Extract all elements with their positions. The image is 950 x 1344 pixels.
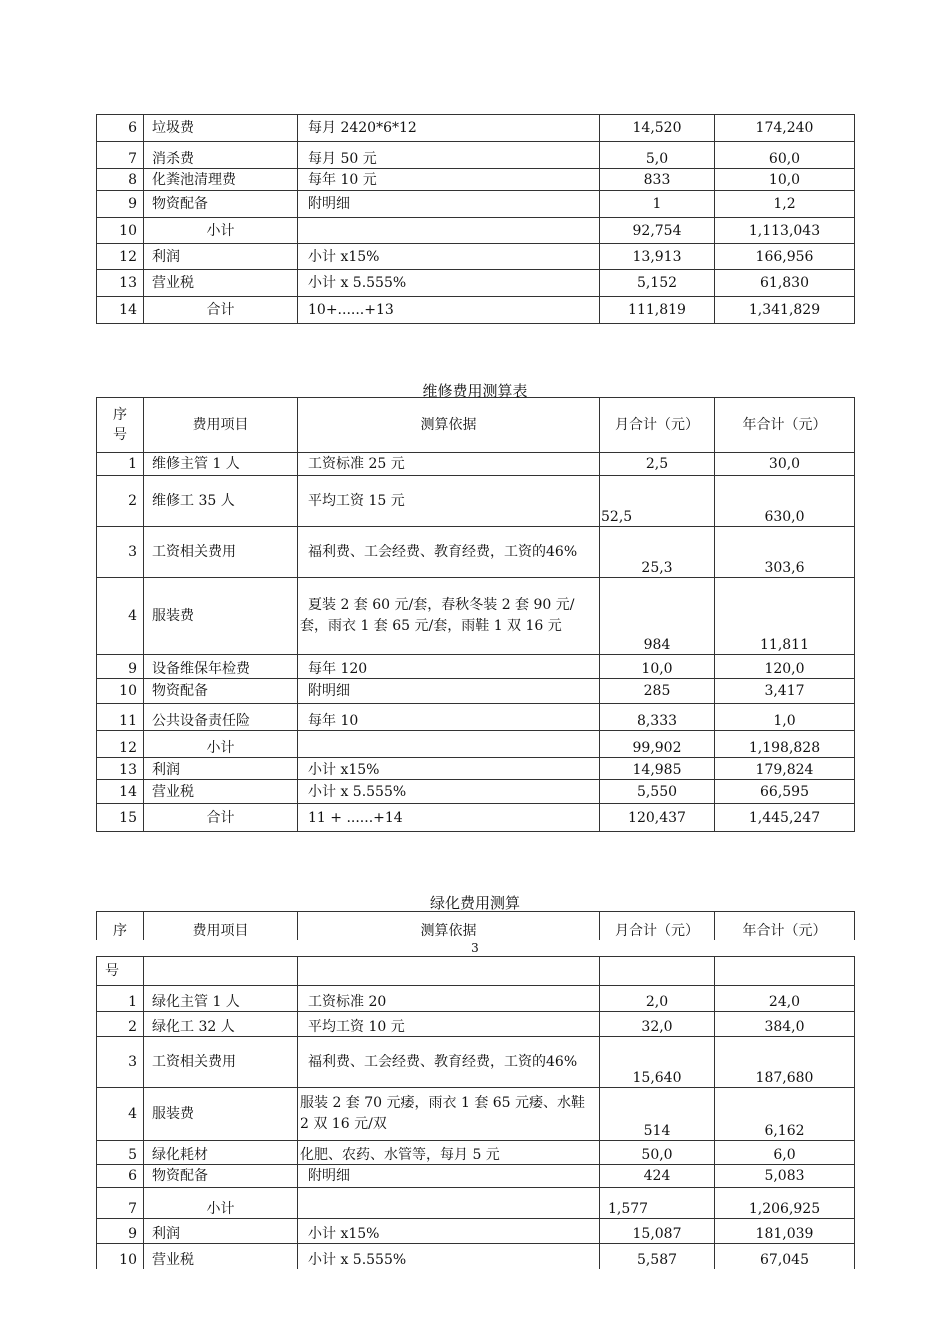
annual-total: 11,811 [715,578,855,655]
annual-total: 1,341,829 [715,297,855,324]
sanitation-cost-table-continued [96,114,855,324]
table-row [97,527,855,578]
header-basis: 测算依据 [298,912,600,940]
row-number: 4 [97,1088,144,1141]
row-number: 3 [97,527,144,578]
monthly-total: 5,0 [600,142,715,169]
monthly-total: 2,5 [600,453,715,476]
cost-item: 工资相关费用 [144,527,298,578]
monthly-total: 5,587 [600,1244,715,1269]
cost-item: 利润 [144,244,298,270]
table-row [97,1088,855,1141]
annual-total: 630,0 [715,476,855,527]
cost-item: 工资相关费用 [144,1037,298,1088]
table-header-row [97,912,855,940]
calc-basis: 每年 10 [298,704,600,731]
monthly-total: 92,754 [600,218,715,244]
annual-total: 166,956 [715,244,855,270]
row-number: 8 [97,169,144,191]
monthly-total: 32,0 [600,1012,715,1037]
calc-basis [298,731,600,758]
cost-item: 维修主管 1 人 [144,453,298,476]
cost-item: 绿化工 32 人 [144,1012,298,1037]
table-row [97,1188,855,1219]
cost-item: 小计 [144,1188,298,1219]
calc-basis: 每年 10 元 [298,169,600,191]
calc-basis: 小计 x 5.555% [298,270,600,297]
row-number: 14 [97,780,144,804]
annual-total: 3,417 [715,679,855,704]
monthly-total: 5,550 [600,780,715,804]
table-row [97,1165,855,1188]
cost-item: 维修工 35 人 [144,476,298,527]
empty-cell [144,957,298,986]
calc-basis [298,1188,600,1219]
header-monthly: 月合计（元） [600,398,715,453]
cost-item: 利润 [144,758,298,780]
table-row [97,704,855,731]
cost-item: 利润 [144,1219,298,1244]
calc-basis [298,218,600,244]
table-header-row [97,398,855,453]
cost-item: 营业税 [144,270,298,297]
table-row [97,453,855,476]
cost-item: 化粪池清理费 [144,169,298,191]
cost-item: 物资配备 [144,679,298,704]
greening-table-title: 绿化费用测算 [429,894,520,912]
calc-basis: 小计 x15% [298,244,600,270]
calc-basis: 每年 120 [298,655,600,679]
monthly-total: 833 [600,169,715,191]
cost-item: 绿化主管 1 人 [144,986,298,1012]
annual-total: 30,0 [715,453,855,476]
monthly-total: 14,520 [600,115,715,142]
row-number: 12 [97,731,144,758]
table-row [97,218,855,244]
greening-cost-table [96,956,855,1269]
calc-basis: 附明细 [298,679,600,704]
annual-total: 67,045 [715,1244,855,1269]
row-number: 7 [97,1188,144,1219]
annual-total: 1,113,043 [715,218,855,244]
monthly-total: 2,0 [600,986,715,1012]
annual-total: 303,6 [715,527,855,578]
header-item: 费用项目 [144,398,298,453]
calc-basis: 每月 50 元 [298,142,600,169]
table-row [97,780,855,804]
monthly-total: 15,640 [600,1037,715,1088]
table-row [97,244,855,270]
annual-total: 1,206,925 [715,1188,855,1219]
calc-basis: 平均工资 15 元 [298,476,600,527]
table-row [97,115,855,142]
calc-basis: 附明细 [298,1165,600,1188]
cost-item: 营业税 [144,1244,298,1269]
row-number: 3 [97,1037,144,1088]
table-row [97,476,855,527]
header-monthly: 月合计（元） [600,912,715,940]
monthly-total: 8,333 [600,704,715,731]
calc-basis: 工资标准 25 元 [298,453,600,476]
header-number: 序号 [97,398,144,453]
annual-total: 60,0 [715,142,855,169]
row-number: 10 [97,218,144,244]
page-number: 3 [471,941,479,955]
calc-basis: 工资标准 20 [298,986,600,1012]
table-row [97,731,855,758]
row-number: 12 [97,244,144,270]
table-row [97,804,855,832]
empty-cell [715,957,855,986]
monthly-total: 111,819 [600,297,715,324]
row-number: 5 [97,1141,144,1165]
cost-item: 服装费 [144,578,298,655]
annual-total: 187,680 [715,1037,855,1088]
monthly-total: 10,0 [600,655,715,679]
cost-item: 垃圾费 [144,115,298,142]
cost-item: 消杀费 [144,142,298,169]
header-annual: 年合计（元） [715,912,855,940]
annual-total: 6,0 [715,1141,855,1165]
calc-basis: 11 + ......+14 [298,804,600,832]
annual-total: 10,0 [715,169,855,191]
annual-total: 1,445,247 [715,804,855,832]
row-number: 9 [97,1219,144,1244]
annual-total: 174,240 [715,115,855,142]
monthly-total: 120,437 [600,804,715,832]
row-number: 13 [97,758,144,780]
monthly-total: 5,152 [600,270,715,297]
monthly-total: 13,913 [600,244,715,270]
table-row [97,1244,855,1269]
annual-total: 5,083 [715,1165,855,1188]
annual-total: 6,162 [715,1088,855,1141]
header-annual: 年合计（元） [715,398,855,453]
cost-item: 绿化耗材 [144,1141,298,1165]
monthly-total: 14,985 [600,758,715,780]
header-basis: 测算依据 [298,398,600,453]
row-number: 2 [97,476,144,527]
calc-basis: 10+......+13 [298,297,600,324]
annual-total: 181,039 [715,1219,855,1244]
table-row [97,1219,855,1244]
row-number: 7 [97,142,144,169]
cost-item: 合计 [144,804,298,832]
annual-total: 1,2 [715,191,855,218]
calc-basis: 小计 x 5.555% [298,1244,600,1269]
calc-basis: 福利费、工会经费、教育经费，工资的46% [298,1037,600,1088]
row-number: 6 [97,1165,144,1188]
calc-basis: 化肥、农药、水管等，每月 5 元 [298,1141,600,1165]
empty-cell [600,957,715,986]
monthly-total: 1 [600,191,715,218]
row-number: 6 [97,115,144,142]
row-number: 14 [97,297,144,324]
table-row [97,986,855,1012]
row-number: 15 [97,804,144,832]
monthly-total: 25,3 [600,527,715,578]
calc-basis: 小计 x15% [298,758,600,780]
cost-item: 小计 [144,731,298,758]
monthly-total: 99,902 [600,731,715,758]
cost-item: 营业税 [144,780,298,804]
cost-item: 物资配备 [144,1165,298,1188]
table-row [97,758,855,780]
table-row [97,1037,855,1088]
row-number: 9 [97,655,144,679]
table-row [97,270,855,297]
monthly-total: 52,5 [600,476,715,527]
monthly-total: 1,577 [600,1188,715,1219]
row-number: 2 [97,1012,144,1037]
row-number: 11 [97,704,144,731]
calc-basis: 每月 2420*6*12 [298,115,600,142]
monthly-total: 424 [600,1165,715,1188]
table-row [97,1141,855,1165]
table-row [97,191,855,218]
monthly-total: 15,087 [600,1219,715,1244]
annual-total: 179,824 [715,758,855,780]
cost-item: 服装费 [144,1088,298,1141]
annual-total: 66,595 [715,780,855,804]
row-number: 4 [97,578,144,655]
greening-cost-table-header [96,911,855,940]
cost-item: 设备维保年检费 [144,655,298,679]
header-number: 序 [97,912,144,940]
table-header-row-continued [97,957,855,986]
row-number: 13 [97,270,144,297]
header-number-cont: 号 [97,957,144,986]
calc-basis: 夏装 2 套 60 元/套，春秋冬装 2 套 90 元/套，雨衣 1 套 65 元/套，雨鞋 1 双 16 元 [298,578,600,655]
cost-item: 合计 [144,297,298,324]
annual-total: 1,198,828 [715,731,855,758]
maintenance-cost-table [96,397,855,832]
monthly-total: 50,0 [600,1141,715,1165]
cost-item: 物资配备 [144,191,298,218]
annual-total: 1,0 [715,704,855,731]
calc-basis: 附明细 [298,191,600,218]
row-number: 1 [97,986,144,1012]
table-row [97,142,855,169]
table-row [97,297,855,324]
calc-basis: 福利费、工会经费、教育经费，工资的46% [298,527,600,578]
annual-total: 61,830 [715,270,855,297]
row-number: 9 [97,191,144,218]
empty-cell [298,957,600,986]
monthly-total: 984 [600,578,715,655]
calc-basis: 平均工资 10 元 [298,1012,600,1037]
table-row [97,1012,855,1037]
maintenance-table-title: 维修费用测算表 [422,382,528,400]
row-number: 1 [97,453,144,476]
calc-basis: 小计 x15% [298,1219,600,1244]
table-row [97,578,855,655]
annual-total: 120,0 [715,655,855,679]
cost-item: 小计 [144,218,298,244]
monthly-total: 514 [600,1088,715,1141]
annual-total: 24,0 [715,986,855,1012]
cost-item: 公共设备责任险 [144,704,298,731]
row-number: 10 [97,679,144,704]
header-item: 费用项目 [144,912,298,940]
calc-basis: 小计 x 5.555% [298,780,600,804]
table-row [97,679,855,704]
row-number: 10 [97,1244,144,1269]
calc-basis: 服装 2 套 70 元痿，雨衣 1 套 65 元痿、水鞋 2 双 16 元/双 [298,1088,600,1141]
table-row [97,169,855,191]
table-row [97,655,855,679]
annual-total: 384,0 [715,1012,855,1037]
monthly-total: 285 [600,679,715,704]
